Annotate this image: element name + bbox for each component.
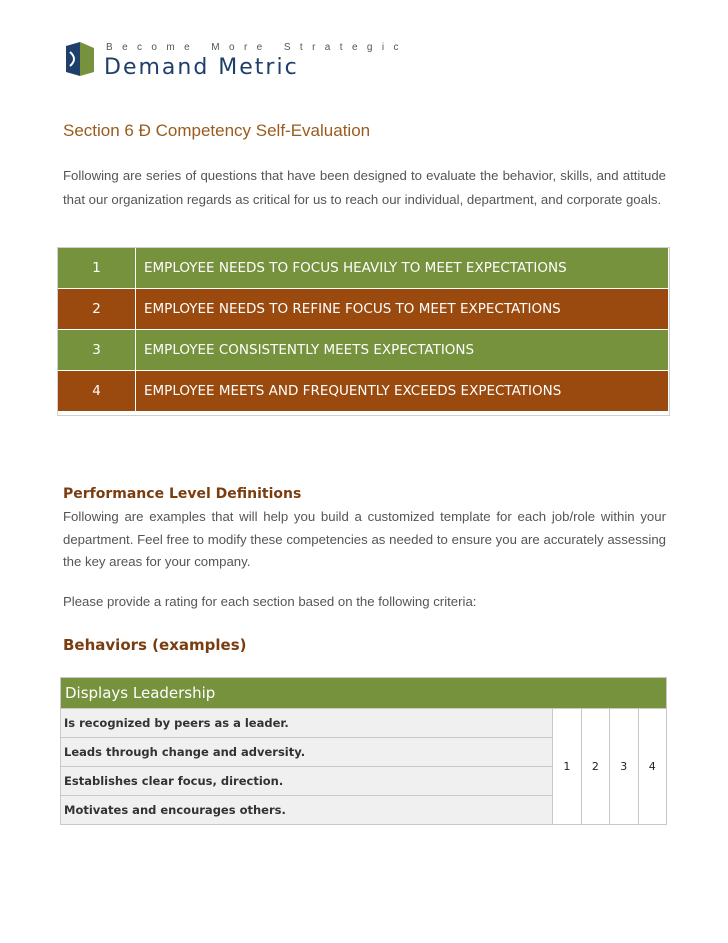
performance-paragraph: Following are examples that will help you build a customized template for each job/role within your department. Feel free to modify these competencies as needed to ensure you are accurately assessing the key areas for your company. (63, 509, 666, 569)
performance-heading: Performance Level Definitions (63, 486, 302, 502)
behavior-item: Is recognized by peers as a leader. (61, 709, 553, 738)
behavior-item: Motivates and encourages others. (61, 796, 553, 825)
scale-number: 1 (58, 248, 136, 289)
behaviors-table-title: Displays Leadership (61, 678, 667, 709)
logo-mark-icon (64, 42, 96, 76)
behaviors-table (60, 677, 667, 825)
intro-paragraph: Following are series of questions that have been designed to evaluate the behavior, skills, and attitude that our organization regards as critical for us to reach our individual, department, and corporate goals. (63, 168, 666, 207)
rating-1-cell[interactable]: 1 (553, 709, 581, 825)
scale-label: EMPLOYEE CONSISTENTLY MEETS EXPECTATIONS (136, 330, 669, 371)
scale-number: 2 (58, 289, 136, 330)
rating-2-cell[interactable]: 2 (581, 709, 609, 825)
behavior-item: Establishes clear focus, direction. (61, 767, 553, 796)
rating-prompt: Please provide a rating for each section based on the following criteria: (63, 594, 477, 609)
scale-number: 3 (58, 330, 136, 371)
logo-brand-name: Demand Metric (104, 55, 299, 80)
logo-tagline: Become More Strategic (106, 42, 408, 53)
scale-label: EMPLOYEE NEEDS TO FOCUS HEAVILY TO MEET EXPECTATIONS (136, 248, 669, 289)
rating-3-cell[interactable]: 3 (610, 709, 638, 825)
rating-scale-table (57, 247, 669, 412)
scale-label: EMPLOYEE NEEDS TO REFINE FOCUS TO MEET EXPECTATIONS (136, 289, 669, 330)
behavior-item: Leads through change and adversity. (61, 738, 553, 767)
scale-label: EMPLOYEE MEETS AND FREQUENTLY EXCEEDS EXPECTATIONS (136, 371, 669, 412)
scale-row (58, 289, 669, 330)
scale-row (58, 330, 669, 371)
section-title: Section 6 Ð Competency Self-Evaluation (63, 121, 371, 140)
rating-4-cell[interactable]: 4 (638, 709, 666, 825)
scale-row (58, 371, 669, 412)
demand-metric-logo (64, 40, 408, 80)
scale-row (58, 248, 669, 289)
behaviors-heading: Behaviors (examples) (63, 636, 247, 654)
scale-number: 4 (58, 371, 136, 412)
